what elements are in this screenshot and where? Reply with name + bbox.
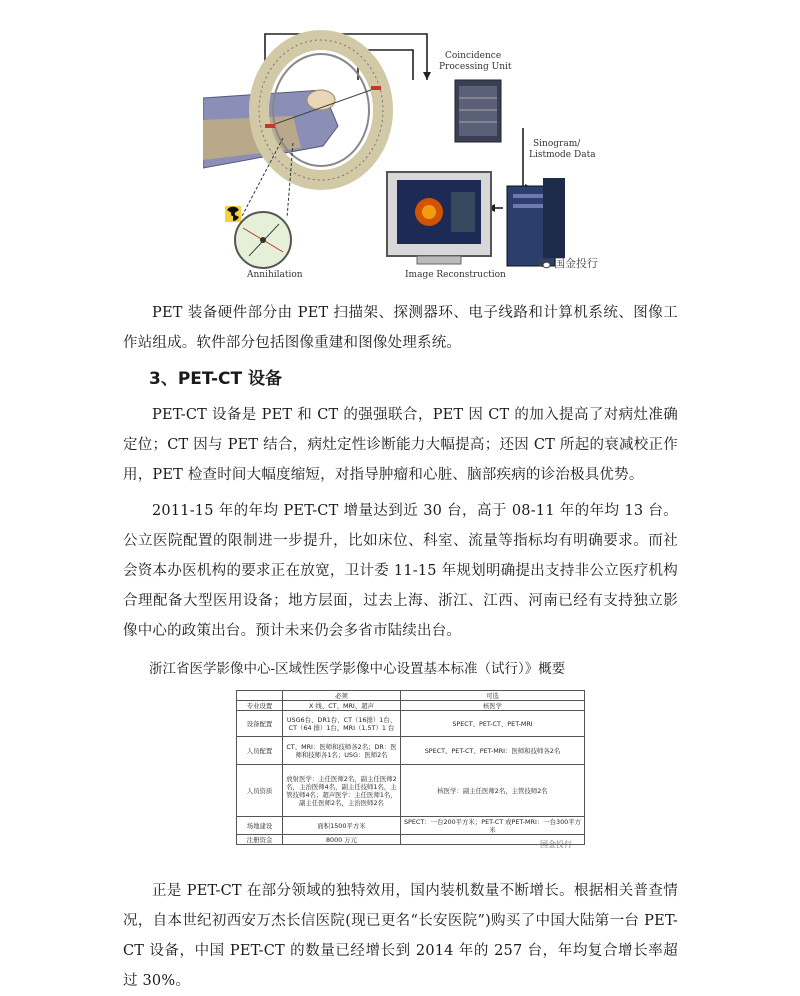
table-header-cell <box>237 691 283 701</box>
paragraph-pet-ct-intro: PET-CT 设备是 PET 和 CT 的强强联合，PET 因 CT 的加入提高了对病灶准确定位；CT 因与 PET 结合，病灶定性诊断能力大幅提高；还因 CT 所起的衰减校正作用，PET 检查时间大幅度缩短，对指导肿瘤和心脏、脑部疾病的诊治极具优势。 <box>123 407 678 483</box>
table-cell: 8000 万元 <box>283 835 401 845</box>
table-cell: 核医学：副主任医师2名，主管技师2名 <box>401 765 585 817</box>
table-row <box>237 737 585 765</box>
table-row <box>237 711 585 737</box>
annihilation-label: Annihilation <box>247 270 303 280</box>
table-cell: 人员资质 <box>237 765 283 817</box>
coincidence-label: Coincidence Processing Unit <box>439 51 512 72</box>
table-watermark: 国金投行 <box>540 840 572 849</box>
computer-tower-icon <box>507 178 565 266</box>
table-cell: CT、MRI：医师和技师各2名；DR：医师和技师各1名；USG：医师2名 <box>283 737 401 765</box>
table-row <box>237 835 585 845</box>
sinogram-label: Sinogram/ Listmode Data <box>529 139 596 160</box>
table-cell: 面积1500平方米 <box>283 817 401 835</box>
standards-table-container <box>236 690 584 860</box>
table-cell: SPECT、PET-CT、PET-MRI <box>401 711 585 737</box>
table-cell: 核医学 <box>401 701 585 711</box>
pet-system-diagram <box>203 28 617 280</box>
table-row <box>237 701 585 711</box>
paragraph-pet-hardware: PET 装备硬件部分由 PET 扫描架、探测器环、电子线路和计算机系统、图像工作站组成。软件部分包括图像重建和图像处理系统。 <box>123 305 678 351</box>
table-cell: 注册资金 <box>237 835 283 845</box>
paragraph-growth: 2011-15 年的年均 PET-CT 增量达到近 30 台，高于 08-11 年的年均 13 台。公立医院配置的限制进一步提升，比如床位、科室、流量等指标均有明确要求。而社会资本办医机构的要求正在放宽，卫计委 11-15 年规划明确提出支持非公立医疗机构合理配备大型医用设备；地方层面，过去上海、浙江、江西、河南已经有支持独立影像中心的政策出台。预计未来仍会多省市陆续出台。 <box>123 503 678 639</box>
table-cell: 设备配置 <box>237 711 283 737</box>
table-row <box>237 765 585 817</box>
paragraph-installation: 正是 PET-CT 在部分领域的独特效用，国内装机数量不断增长。根据相关普查情况，自本世纪初西安万杰长信医院(现已更名“长安医院”)购买了中国大陆第一台 PET-CT 设备，中国 PET-CT 的数量已经增长到 2014 年的 257 台，年均复合增长率超过 30%。 <box>123 883 678 989</box>
figure-watermark-text: 国金投行 <box>554 257 598 270</box>
table-header-row <box>237 691 585 701</box>
table-header-cell: 可选 <box>401 691 585 701</box>
standards-table <box>236 690 585 845</box>
table-caption: 浙江省医学影像中心-区域性医学影像中心设置基本标准（试行）》概要 <box>149 661 566 677</box>
patient-head <box>307 90 335 110</box>
table-cell: X 线、CT、MRI、超声 <box>283 701 401 711</box>
table-cell: 专业设置 <box>237 701 283 711</box>
table-cell: SPECT、PET-CT、PET-MRI：医师和技师各2名 <box>401 737 585 765</box>
section-heading: 3、PET-CT 设备 <box>149 369 283 389</box>
figure-watermark <box>538 255 598 271</box>
table-cell: SPECT：一台200平方米；PET-CT 或PET-MRI：一台300平方米 <box>401 817 585 835</box>
table-cell: USG6台、DR1台、CT（16排）1台、CT（64 排）1台、MRI（1.5T）1 台 <box>283 711 401 737</box>
table-row <box>237 817 585 835</box>
table-header-cell: 必须 <box>283 691 401 701</box>
table-cell: 场地建设 <box>237 817 283 835</box>
wechat-icon <box>538 258 551 269</box>
reconstruction-label: Image Reconstruction <box>405 270 506 280</box>
table-cell: 人员配置 <box>237 737 283 765</box>
pet-diagram-svg <box>203 28 617 280</box>
processing-unit-icon <box>455 80 501 142</box>
radiation-icon <box>225 206 241 222</box>
table-cell: 放射医学：主任医师2名，副主任医师2名，主治医师4名，副主任技师1名，主管技师4名；超声医学：主任医师1名，副主任医师2名，主治医师2名 <box>283 765 401 817</box>
monitor-icon <box>387 172 491 264</box>
